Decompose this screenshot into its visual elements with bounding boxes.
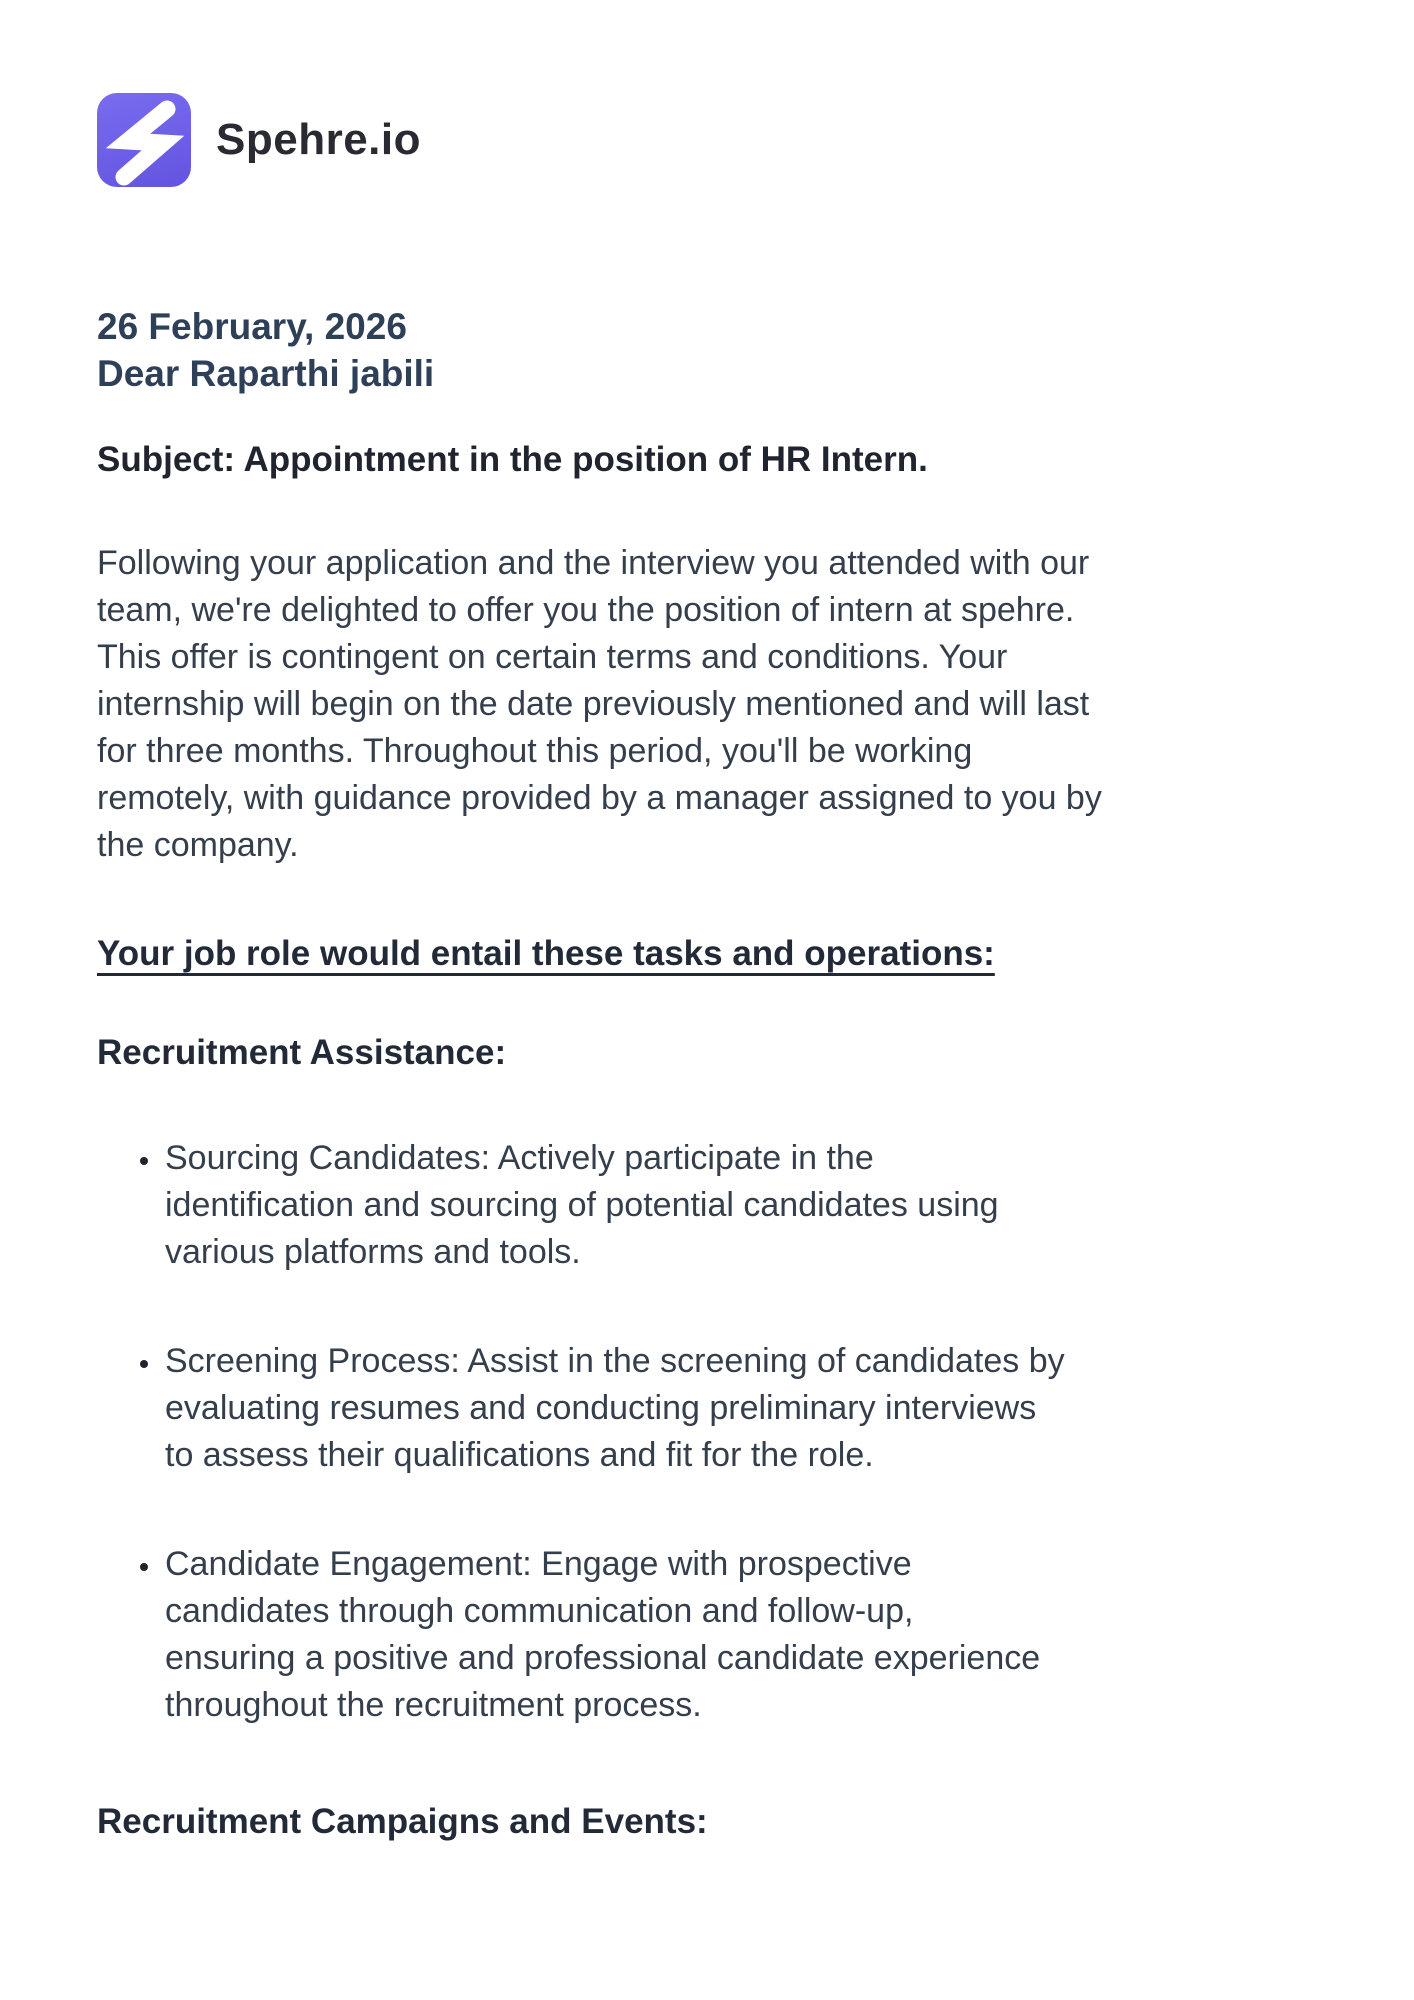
letter-header xyxy=(97,303,1359,397)
bullet-line: candidates through communication and follow-up, xyxy=(165,1592,914,1630)
bullet-line: ensuring a positive and professional candidate experience xyxy=(165,1639,1041,1677)
list-item xyxy=(163,1338,1359,1479)
paragraph-line: the company. xyxy=(97,826,299,864)
tasks-heading: Your job role would entail these tasks and operations: xyxy=(97,934,995,973)
section-title-recruitment-campaigns: Recruitment Campaigns and Events: xyxy=(97,1802,708,1841)
recruitment-assistance-list xyxy=(97,1135,1359,1729)
list-item xyxy=(163,1541,1359,1729)
bullet-line: throughout the recruitment process. xyxy=(165,1686,702,1724)
paragraph-line: team, we're delighted to offer you the position of intern at spehre. xyxy=(97,591,1075,629)
intro-paragraph xyxy=(97,540,1359,869)
letter-date: 26 February, 2026 xyxy=(97,306,407,347)
bullet-line: identification and sourcing of potential candidates using xyxy=(165,1186,999,1224)
brand-header xyxy=(97,0,1359,187)
spehre-s-bolt-icon xyxy=(97,93,191,187)
bullet-line: evaluating resumes and conducting preliminary interviews xyxy=(165,1389,1037,1427)
letter-greeting: Dear Raparthi jabili xyxy=(97,353,435,394)
paragraph-line: This offer is contingent on certain terms and conditions. Your xyxy=(97,638,1008,676)
spehre-logo xyxy=(97,93,191,187)
bullet-line: • Candidate Engagement: Engage with prospective xyxy=(165,1545,912,1583)
bullet-line: various platforms and tools. xyxy=(165,1233,581,1271)
paragraph-line: remotely, with guidance provided by a manager assigned to you by xyxy=(97,779,1102,817)
bullet-line: to assess their qualifications and fit for the role. xyxy=(165,1436,874,1474)
list-item xyxy=(163,1135,1359,1276)
section-title-recruitment-assistance: Recruitment Assistance: xyxy=(97,1033,507,1072)
bullet-line: • Sourcing Candidates: Actively participate in the xyxy=(165,1139,874,1177)
bullet-line: • Screening Process: Assist in the screening of candidates by xyxy=(165,1342,1065,1380)
brand-name: Spehre.io xyxy=(216,115,421,164)
paragraph-line: internship will begin on the date previously mentioned and will last xyxy=(97,685,1090,723)
paragraph-line: Following your application and the interview you attended with our xyxy=(97,544,1090,582)
subject-line: Subject: Appointment in the position of HR Intern. xyxy=(97,440,928,479)
paragraph-line: for three months. Throughout this period, you'll be working xyxy=(97,732,973,770)
